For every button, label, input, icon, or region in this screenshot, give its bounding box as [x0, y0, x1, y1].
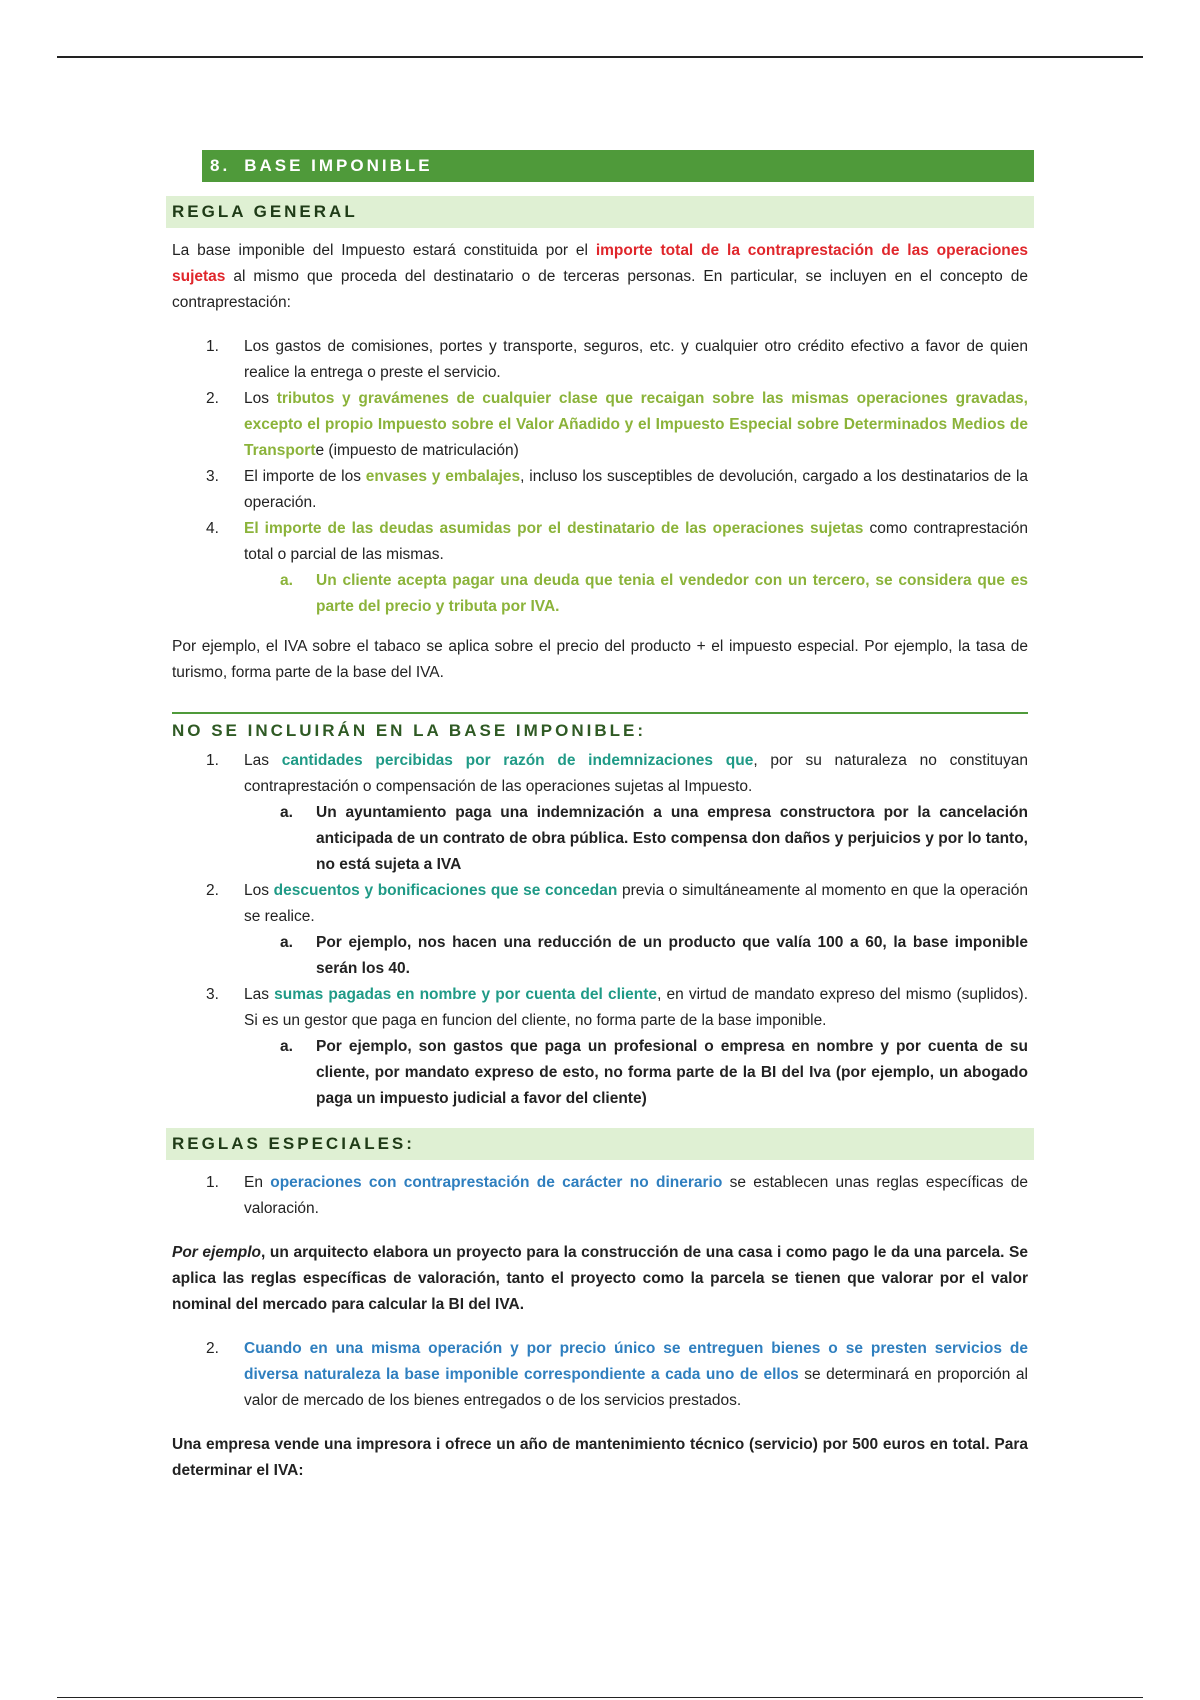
item-text: como contraprestación total o parcial de las mismas.	[244, 520, 1029, 563]
item-highlight: El importe de las deudas asumidas por el destinatario de las operaciones sujetas	[244, 520, 864, 537]
item-text: Los gastos de comisiones, portes y transporte, seguros, etc. y cualquier otro crédito efectivo a favor de quien realice la entrega o preste el servicio.	[244, 338, 1028, 381]
item-text: se establecen unas reglas específicas de valoración.	[244, 1174, 1028, 1217]
sub-item-text: Un cliente acepta pagar una deuda que tenia el vendedor con un tercero, se considera que es parte del precio y tributa por IVA.	[316, 572, 1028, 615]
example-text: , un arquitecto elabora un proyecto para la construcción de una casa i como pago le da una parcela. Se aplica las reglas específicas de valoración, tanto el proyecto como la parcela se tienen que valorar por el valor nominal del mercado para calcular la BI del IVA.	[172, 1244, 1028, 1313]
sub-item-letter: a.	[280, 804, 293, 821]
example-paragraph: Por ejemplo, el IVA sobre el tabaco se aplica sobre el precio del producto + el impuesto especial. Por ejemplo, la tasa de turismo, forma parte de la base del IVA.	[172, 638, 1028, 681]
regla-general-list	[166, 334, 1034, 568]
item-text: Los	[244, 390, 277, 407]
item-number: 1.	[206, 338, 219, 355]
item-highlight: envases y embalajes	[365, 468, 521, 485]
item-text: e (impuesto de matriculación)	[315, 442, 519, 459]
section-heading-no-incluiran: NO SE INCLUIRÁN EN LA BASE IMPONIBLE:	[172, 712, 1028, 748]
item-text: previa o simultáneamente al momento en que la operación se realice.	[244, 882, 1028, 925]
item-text: , incluso los susceptibles de devolución, cargado a los destinatarios de la operación.	[244, 468, 1029, 511]
item-number: 4.	[206, 520, 219, 537]
no-incluiran-list-cont	[166, 982, 1034, 1034]
list-item	[166, 464, 1034, 516]
list-item	[166, 334, 1034, 386]
sub-item	[166, 1034, 1034, 1112]
list-item	[166, 386, 1034, 464]
section-heading-reglas-especiales: REGLAS ESPECIALES:	[166, 1128, 1034, 1160]
example-paragraph	[166, 1240, 1034, 1318]
reglas-especiales-list-cont	[166, 1336, 1034, 1414]
list-item	[166, 748, 1034, 800]
intro-paragraph	[166, 238, 1034, 316]
item-highlight: descuentos y bonificaciones que se concedan	[273, 882, 618, 899]
item-text: Los	[244, 882, 274, 899]
item-text: Las	[244, 986, 275, 1003]
item-number: 1.	[206, 752, 219, 769]
sub-item	[166, 800, 1034, 878]
intro-text-end: al mismo que proceda del destinatario o de terceras personas. En particular, se incluyen en el concepto de contraprestación:	[172, 268, 1028, 311]
item-text: El importe de los	[244, 468, 366, 485]
sub-item-text: Por ejemplo, son gastos que paga un profesional o empresa en nombre y por cuenta de su cliente, por mandato expreso de esto, no forma parte de la BI del Iva (por ejemplo, un abogado paga un impuesto judicial a favor del cliente)	[316, 1038, 1028, 1107]
sub-item-letter: a.	[280, 934, 293, 951]
chapter-number: 8.	[210, 156, 231, 175]
item-text: Las	[244, 752, 282, 769]
item-highlight: Cuando en una misma operación y por precio único se entreguen bienes o se presten servicios de diversa naturaleza la base imponible correspondiente a cada uno de ellos	[244, 1340, 1028, 1383]
item-number: 3.	[206, 468, 219, 485]
intro-text: La base imponible del Impuesto estará constituida por el	[172, 242, 596, 259]
top-rule	[57, 56, 1143, 58]
item-number: 3.	[206, 986, 219, 1003]
item-text: , por su naturaleza no constituyan contraprestación o compensación de las operaciones sujetas al Impuesto.	[244, 752, 1028, 795]
section-heading-regla-general: REGLA GENERAL	[166, 196, 1034, 228]
item-highlight: cantidades percibidas por razón de indemnizaciones que	[281, 752, 754, 769]
item-highlight: tributos y gravámenes de cualquier clase que recaigan sobre las mismas operaciones gravadas, excepto el propio Impuesto sobre el Valor Añadido y el Impuesto Especial sobre Determinados Medios de Transport	[244, 390, 1028, 459]
sub-item-letter: a.	[280, 1038, 293, 1055]
example-paragraph: Una empresa vende una impresora i ofrece un año de mantenimiento técnico (servicio) por 500 euros en total. Para determinar el IVA:	[172, 1436, 1028, 1479]
bottom-rule	[57, 1697, 1143, 1698]
sub-item-letter: a.	[280, 572, 293, 589]
reglas-especiales-list	[166, 1170, 1034, 1222]
item-text: , en virtud de mandato expreso del mismo (suplidos). Si es un gestor que paga en funcion del cliente, no forma parte de la base imponible.	[244, 986, 1028, 1029]
example-lead: Por ejemplo	[172, 1244, 262, 1261]
list-item	[166, 1336, 1034, 1414]
list-item	[166, 516, 1034, 568]
document-body	[166, 150, 1034, 1484]
item-highlight: sumas pagadas en nombre y por cuenta del cliente	[274, 986, 658, 1003]
no-incluiran-list	[166, 748, 1034, 800]
item-number: 2.	[206, 390, 219, 407]
item-highlight: operaciones con contraprestación de carácter no dinerario	[270, 1174, 723, 1191]
no-incluiran-list-cont	[166, 878, 1034, 930]
item-text: se determinará en proporción al valor de mercado de los bienes entregados o de los servicios prestados.	[244, 1366, 1028, 1409]
list-item	[166, 982, 1034, 1034]
item-number: 2.	[206, 882, 219, 899]
intro-highlight: importe total de la contraprestación de las operaciones sujetas	[172, 242, 1028, 285]
chapter-title: BASE IMPONIBLE	[244, 156, 433, 175]
item-text: En	[244, 1174, 271, 1191]
item-number: 2.	[206, 1340, 219, 1357]
sub-item-text: Un ayuntamiento paga una indemnización a una empresa constructora por la cancelación anticipada de un contrato de obra pública. Esto compensa don daños y perjuicios y por lo tanto, no está sujeta a IVA	[316, 804, 1028, 873]
list-item	[166, 878, 1034, 930]
sub-item-text: Por ejemplo, nos hacen una reducción de un producto que valía 100 a 60, la base imponible serán los 40.	[316, 934, 1028, 977]
chapter-heading	[202, 150, 1034, 182]
sub-item	[166, 568, 1034, 620]
list-item	[166, 1170, 1034, 1222]
item-number: 1.	[206, 1174, 219, 1191]
sub-item	[166, 930, 1034, 982]
